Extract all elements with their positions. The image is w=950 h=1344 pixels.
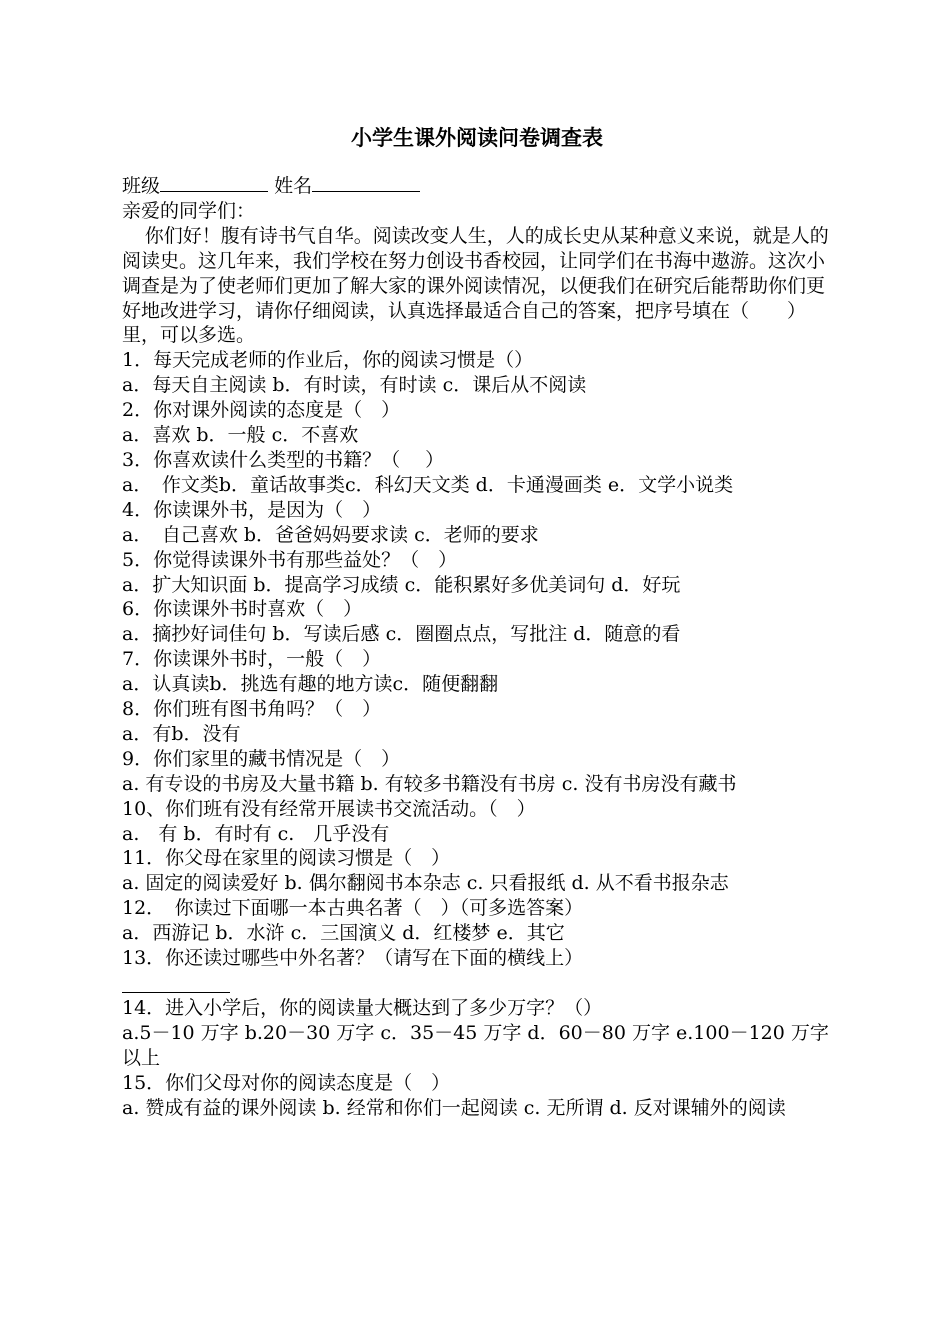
greeting: 亲爱的同学们： xyxy=(122,199,256,222)
questionnaire-body xyxy=(122,173,832,1120)
answer-options: a．喜欢 b．一般 c．不喜欢 xyxy=(122,424,359,447)
question-text: 9．你们家里的藏书情况是（ ） xyxy=(122,747,401,770)
question-text: 13．你还读过哪些中外名著？（请写在下面的横线上） xyxy=(122,947,584,970)
question-list xyxy=(122,348,832,1120)
question-text: 14．进入小学后，你的阅读量大概达到了多少万字？（） xyxy=(122,996,603,1019)
answer-options: a． 自己喜欢 b．爸爸妈妈要求读 c．老师的要求 xyxy=(122,523,539,546)
answer-options: a. 有专设的书房及大量书籍 b. 有较多书籍没有书房 c. 没有书房没有藏书 xyxy=(122,772,737,795)
answer-options: a．认真读b．挑选有趣的地方读c．随便翻翻 xyxy=(122,673,499,696)
answer-options: a．每天自主阅读 b．有时读，有时读 c．课后从不阅读 xyxy=(122,374,587,397)
intro-paragraph: 你们好！腹有诗书气自华。阅读改变人生，人的成长史从某种意义来说，就是人的阅读史。这几年来，我们学校在努力创设书香校园，让同学们在书海中遨游。这次小调查是为了使老师们更加了解大家的课外阅读情况，以便我们在研究后能帮助你们更好地改进学习，请你仔细阅读，认真选择最适合自己的答案，把序号填在（ ）里，可以多选。 xyxy=(122,224,829,347)
answer-options: a．西游记 b．水浒 c．三国演义 d．红楼梦 e．其它 xyxy=(122,922,565,945)
question-text: 6．你读课外书时喜欢（ ） xyxy=(122,598,363,621)
answer-options: a．扩大知识面 b．提高学习成绩 c．能积累好多优美词句 d．好玩 xyxy=(122,573,681,596)
question-text: 2．你对课外阅读的态度是（ ） xyxy=(122,399,401,422)
page-title: 小学生课外阅读问卷调查表 xyxy=(351,125,603,150)
answer-options: a． 作文类b．童话故事类c．科幻天文类 d．卡通漫画类 e．文学小说类 xyxy=(122,473,734,496)
student-info-row xyxy=(122,173,832,199)
answer-blank-line[interactable] xyxy=(122,971,832,996)
name-blank-field[interactable] xyxy=(312,173,420,192)
name-label: 姓名 xyxy=(274,175,313,197)
question-text: 10、你们班有没有经常开展读书交流活动。（ ） xyxy=(122,797,536,820)
answer-options: a．有b．没有 xyxy=(122,722,241,745)
class-blank-field[interactable] xyxy=(160,173,268,192)
question-text: 3．你喜欢读什么类型的书籍？（ ） xyxy=(122,448,445,471)
answer-options: a.5－10 万字 b.20－30 万字 c．35－45 万字 d．60－80 万字 e.100－120 万字以上 xyxy=(122,1021,829,1069)
answer-options: a. 赞成有益的课外阅读 b. 经常和你们一起阅读 c. 无所谓 d. 反对课辅外的阅读 xyxy=(122,1096,786,1119)
question-text: 11．你父母在家里的阅读习惯是（ ） xyxy=(122,847,451,870)
question-text: 5．你觉得读课外书有那些益处？（ ） xyxy=(122,548,458,571)
question-text: 12． 你读过下面哪一本古典名著（ ）（可多选答案） xyxy=(122,897,584,920)
question-text: 15．你们父母对你的阅读态度是（ ） xyxy=(122,1071,451,1094)
class-label: 班级 xyxy=(122,175,161,197)
answer-options: a．摘抄好词佳句 b．写读后感 c．圈圈点点，写批注 d．随意的看 xyxy=(122,623,681,646)
answer-options: a. 固定的阅读爱好 b. 偶尔翻阅书本杂志 c. 只看报纸 d. 从不看书报杂志 xyxy=(122,872,729,895)
question-text: 1．每天完成老师的作业后，你的阅读习惯是（） xyxy=(122,349,534,372)
question-text: 4．你读课外书，是因为（ ） xyxy=(122,498,382,521)
answer-options: a. 有 b．有时有 c. 几乎没有 xyxy=(122,822,390,845)
question-text: 8．你们班有图书角吗？（ ） xyxy=(122,698,382,721)
question-text: 7．你读课外书时，一般（ ） xyxy=(122,648,382,671)
